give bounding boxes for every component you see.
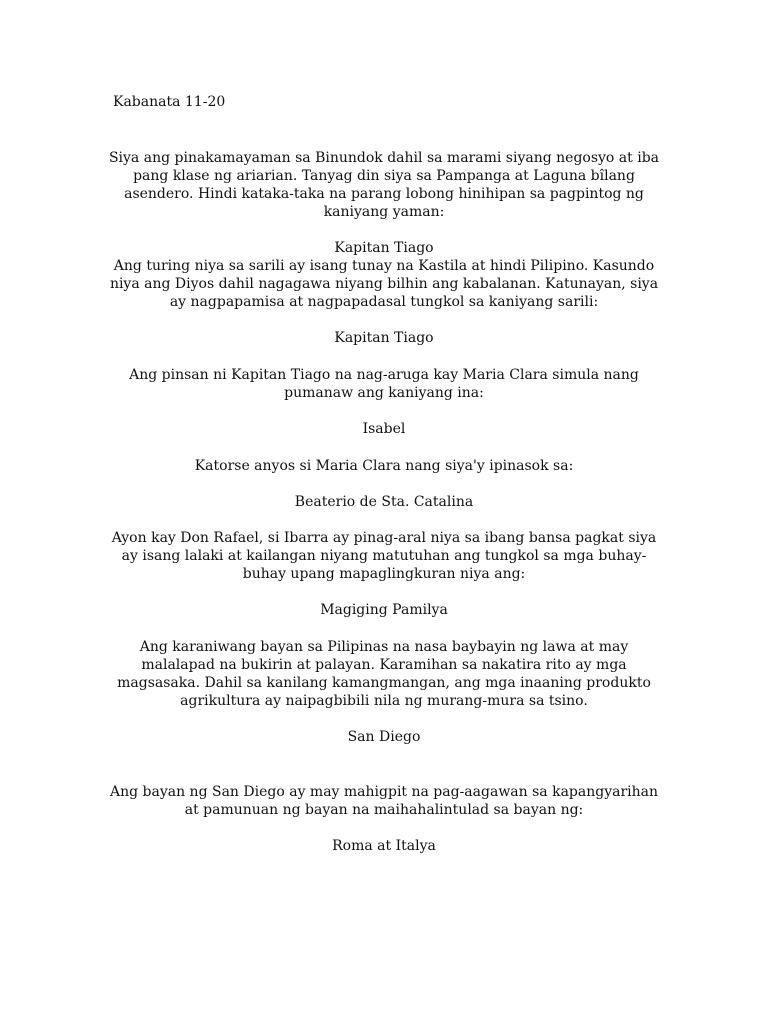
answer-text: Roma at Italya [332,838,436,854]
qa-block-1 [108,149,660,257]
answer-text: Magiging Pamilya [320,602,448,618]
question-text: Ang karaniwang bayan sa Pilipinas na nasa baybayin ng lawa at may malalapad na bukirin at palayan. Karamihan sa nakatira rito ay mga magsasaka. Dahil sa kanilang kamangmangan, ang mga inaaning produkto agrikultura ay naipagbibili nila ng murang-mura sa tsino. [117,639,651,709]
qa-block-6 [108,638,660,746]
qa-block-3 [108,366,660,438]
answer-text: Kapitan Tiago [334,240,434,256]
answer-text: Beaterio de Sta. Catalina [294,494,474,510]
answer-text: Isabel [362,421,406,437]
question-text: Ayon kay Don Rafael, si Ibarra ay pinag-aral niya sa ibang bansa pagkat siya ay isang lalaki at kailangan niyang matutuhan ang tungkol sa mga buhay-buhay upang mapaglingkuran niya ang: [111,530,657,582]
question-text: Ang bayan ng San Diego ay may mahigpit na pag-aagawan sa kapangyarihan at pamunuan ng bayan na maihahalintulad sa bayan ng: [109,784,659,818]
question-text: Katorse anyos si Maria Clara nang siya'y ipinasok sa: [194,458,574,474]
answer-text: Kapitan Tiago [334,330,434,346]
question-text: Siya ang pinakamayaman sa Binundok dahil sa marami siyang negosyo at iba pang klase ng ariarian. Tanyag din siya sa Pampanga at Laguna bîlang asendero. Hindi kataka-taka na parang lobong hinihipan sa pagpintog ng kaniyang yaman: [108,150,660,220]
qa-block-4 [108,457,660,511]
qa-block-5 [108,529,660,619]
answer-text: San Diego [347,729,421,745]
question-text: Ang turing niya sa sarili ay isang tunay na Kastila at hindi Pilipino. Kasundo niya ang Diyos dahil nagagawa niyang bilhin ang kabalanan. Katunayan, siya ay nagpapamisa at nagpapadasal tungkol sa kaniyang sarili: [109,258,659,310]
qa-block-7 [108,783,660,855]
qa-block-2 [108,257,660,347]
question-text: Ang pinsan ni Kapitan Tiago na nag-aruga kay Maria Clara simula nang pumanaw ang kaniyang ina: [129,367,639,401]
document-title: Kabanata 11-20 [113,94,226,110]
